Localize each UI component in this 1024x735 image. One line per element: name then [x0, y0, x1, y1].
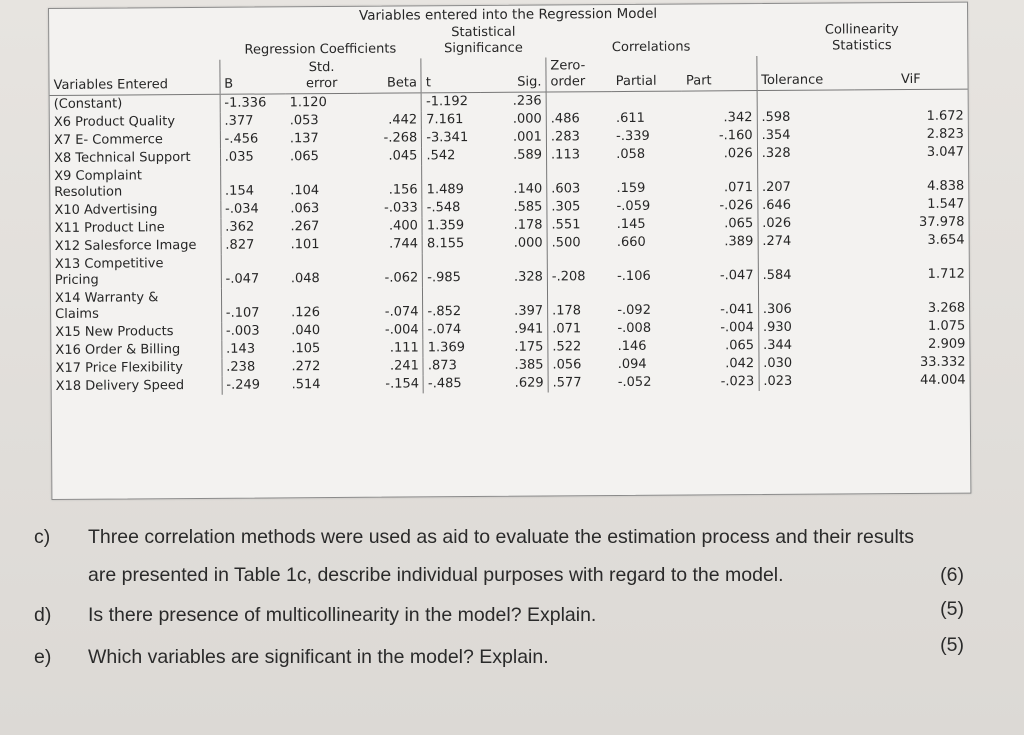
question-text: Which variables are significant in the model? Explain. — [88, 646, 549, 668]
question-label: d) — [34, 604, 52, 626]
table-row: X13 Competitive Pricing -.047 .048 -.062 -.985 .328 -.208 -.106 -.047 .584 1.712 — [51, 250, 969, 290]
question-text: Is there presence of multicollinearity in the model? Explain. — [88, 604, 597, 626]
header-vif: ViF — [854, 55, 968, 90]
question-c — [28, 526, 964, 586]
header-partial: Partial — [612, 57, 682, 92]
question-text: Three correlation methods were used as aid to evaluate the estimation process and their results — [88, 526, 914, 548]
question-text-continued: are presented in Table 1c, describe individual purposes with regard to the model. — [88, 564, 784, 586]
header-tolerance: Tolerance — [757, 55, 855, 90]
table-title: Variables entered into the Regression Model — [358, 5, 658, 24]
table-row: X16 Order & Billing .143 .105 .111 1.369 .175 .522 .146 .065 .344 2.909 — [55, 336, 966, 358]
table-row: X7 E- Commerce -.456 .137 -.268 -3.341 .001 .283 -.339 -.160 .354 2.823 — [53, 126, 964, 148]
header-t: t — [421, 58, 480, 93]
regression-table-sheet — [48, 2, 971, 500]
question-d — [28, 598, 964, 634]
table-row: X11 Product Line .362 .267 .400 1.359 .178 .551 .145 .065 .026 37.978 — [54, 214, 965, 236]
header-zero-order: Zero- order — [546, 57, 612, 92]
table-row: (Constant) -1.336 1.120 -1.192 .236 — [50, 89, 968, 114]
table-row: X9 Complaint Resolution .154 .104 .156 1.489 .140 .603 .159 .071 .207 4.838 — [50, 162, 968, 202]
group-regression-coefficients: Regression Coefficients — [244, 41, 397, 58]
question-marks: (6) — [940, 564, 964, 586]
question-marks: (5) — [940, 634, 964, 656]
question-label: e) — [34, 646, 52, 668]
group-statistical-significance: Statistical Significance — [444, 24, 523, 57]
header-variables-entered: Variables Entered — [49, 60, 219, 96]
table-row: X15 New Products -.003 .040 -.004 -.074 .941 .071 -.008 -.004 .930 1.075 — [55, 318, 966, 340]
table-row: X8 Technical Support .035 .065 .045 .542 .589 .113 .058 .026 .328 3.047 — [53, 144, 965, 166]
question-e — [28, 634, 964, 676]
table-row: X6 Product Quality .377 .053 .442 7.161 .000 .486 .611 .342 .598 1.672 — [53, 108, 964, 130]
regression-table — [49, 3, 970, 396]
question-label: c) — [34, 526, 51, 548]
table-body — [50, 89, 970, 396]
table-row: X18 Delivery Speed -.249 .514 -.154 -.485 .629 .577 -.052 -.023 .023 44.004 — [55, 372, 966, 394]
header-b: B — [220, 59, 286, 94]
header-std-error: Std. error — [285, 59, 358, 94]
table-row: X10 Advertising -.034 .063 -.033 -.548 .585 .305 -.059 -.026 .646 1.547 — [54, 196, 965, 218]
header-beta: Beta — [358, 58, 422, 93]
table-row: X12 Salesforce Image .827 .101 .744 8.155 .000 .500 .660 .389 .274 3.654 — [54, 232, 965, 254]
table-row: X17 Price Flexibility .238 .272 .241 .873 .385 .056 .094 .042 .030 33.332 — [55, 354, 966, 376]
header-part: Part — [682, 56, 757, 91]
table-row: X14 Warranty & Claims -.107 .126 -.074 -.852 .397 .178 -.092 -.041 .306 3.268 — [51, 284, 969, 324]
group-collinearity-statistics: Collinearity Statistics — [824, 22, 899, 54]
header-sig: Sig. — [480, 58, 546, 93]
group-correlations: Correlations — [611, 39, 691, 56]
question-marks: (5) — [940, 598, 964, 620]
